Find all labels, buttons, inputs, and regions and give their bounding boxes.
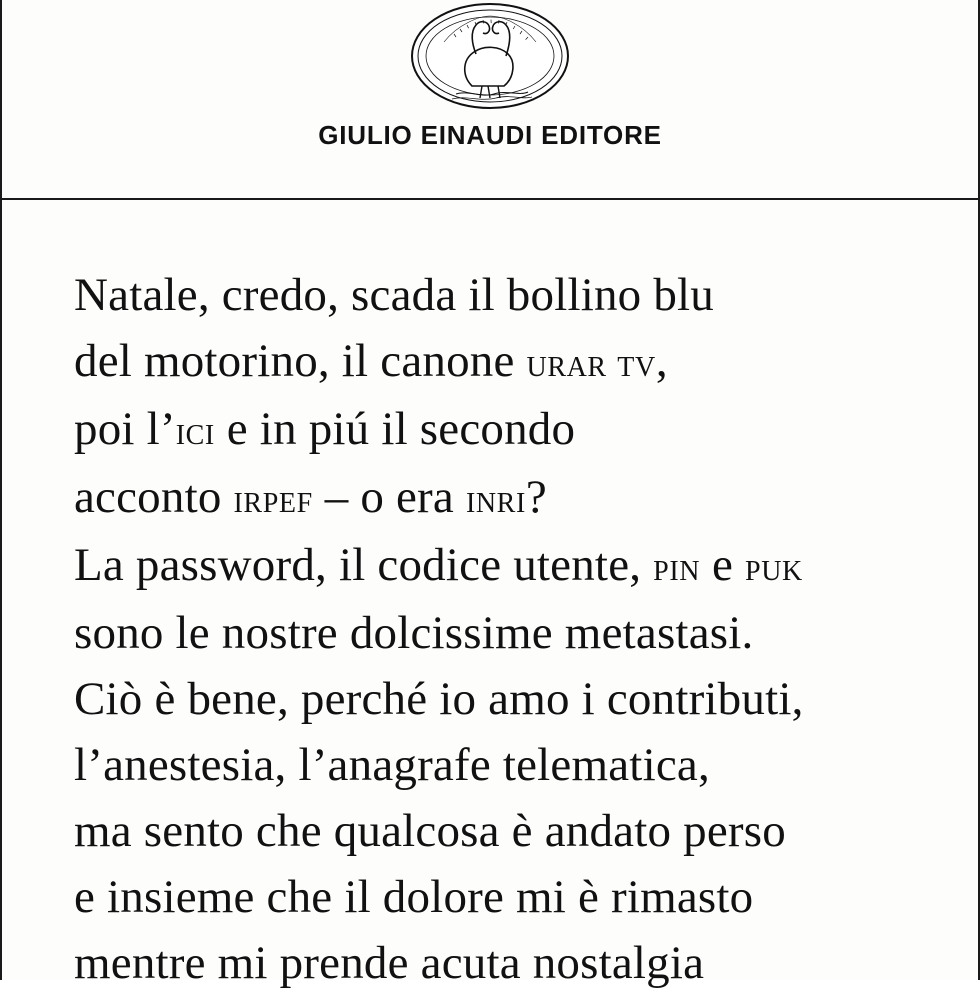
poem-text: l’anestesia, l’anagrafe telematica,	[74, 739, 710, 791]
poem-line	[74, 732, 978, 798]
poem-text: e in piú il secondo	[214, 403, 576, 455]
poem-text: La password, il codice utente,	[74, 539, 654, 591]
acronym-smallcaps: irpef	[233, 476, 313, 521]
poem-text: e	[700, 539, 746, 591]
acronym-smallcaps: urar tv	[526, 340, 656, 385]
poem-line	[74, 464, 978, 532]
poem-text: ?	[525, 471, 547, 523]
poem-line	[74, 262, 978, 328]
publisher-name: GIULIO EINAUDI EDITORE	[318, 120, 662, 150]
poem-text: del motorino, il canone	[74, 335, 527, 387]
poem-line	[74, 666, 978, 732]
poem-text: sono le nostre dolcissime metastasi.	[74, 607, 754, 659]
acronym-smallcaps: pin	[653, 544, 701, 589]
poem-text: e insieme che il dolore mi è rimasto	[74, 871, 754, 923]
poem-text: – o era	[312, 471, 466, 523]
poem-text: Ciò è bene, perché io amo i contributi,	[74, 673, 804, 725]
acronym-smallcaps: ici	[175, 408, 215, 453]
acronym-smallcaps: puk	[745, 544, 803, 589]
poem-body	[2, 200, 978, 996]
poem-line	[74, 532, 978, 600]
poem-line	[74, 864, 978, 930]
poem-text: poi l’	[74, 403, 176, 455]
publisher-header	[2, 0, 978, 200]
poem-line	[74, 600, 978, 666]
poem-text: mentre mi prende acuta nostalgia	[74, 937, 705, 989]
poem-line	[74, 798, 978, 864]
poem-text: ma sento che qualcosa è andato perso	[74, 805, 786, 857]
poem-text: acconto	[74, 471, 234, 523]
poem-text: ,	[655, 335, 668, 387]
poem-line	[74, 328, 978, 396]
acronym-smallcaps: inri	[465, 476, 526, 521]
einaudi-ostrich-emblem-icon	[410, 2, 570, 110]
poem-line	[74, 396, 978, 464]
poem-text: Natale, credo, scada il bollino blu	[74, 269, 714, 321]
poem-line	[74, 930, 978, 996]
